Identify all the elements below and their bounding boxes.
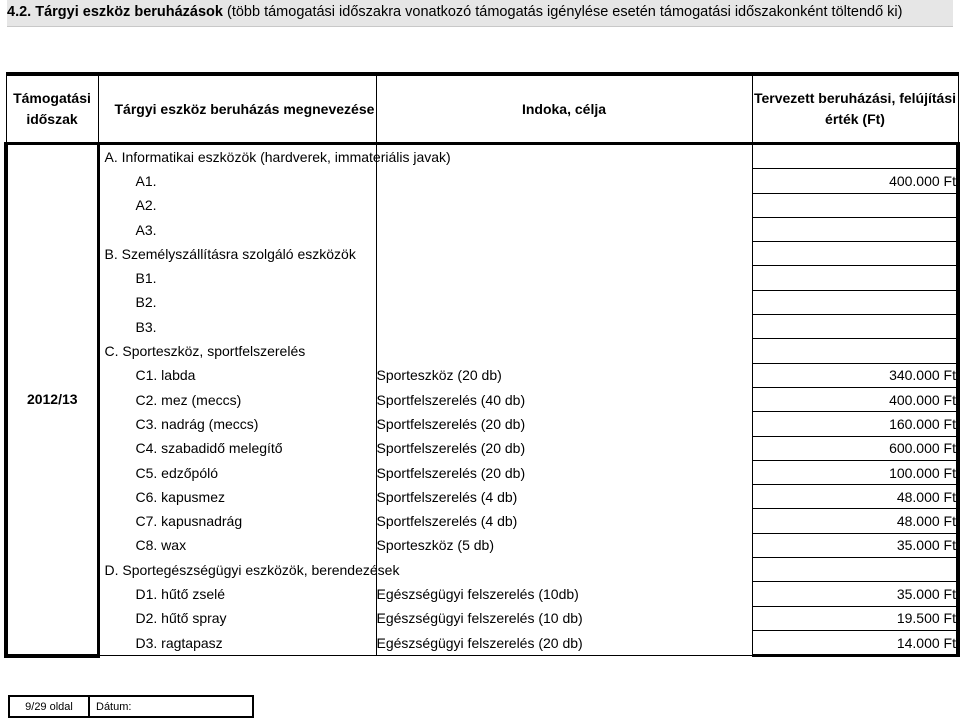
value-cell: 400.000 Ft: [752, 387, 958, 411]
table-row: [6, 509, 958, 533]
value-cell: 14.000 Ft: [752, 630, 958, 655]
header-name: Tárgyi eszköz beruházás megnevezése: [98, 74, 376, 144]
header-value: Tervezett beruházási, felújítási érték (Ft): [752, 74, 958, 144]
investment-table: [4, 72, 960, 658]
item-name: C3. nadrág (meccs): [135, 415, 259, 432]
item-name: D3. ragtapasz: [98, 630, 376, 655]
reason-cell: [376, 315, 752, 339]
value-cell: [752, 558, 958, 582]
reason-cell: Sporteszköz (5 db): [376, 533, 752, 557]
value-cell: 35.000 Ft: [752, 582, 958, 606]
table-row: [6, 436, 958, 460]
item-name: C7. kapusnadrág: [135, 513, 243, 530]
item-name: C6. kapusmez: [135, 488, 225, 505]
table-row: [6, 485, 958, 509]
category-name: B. Személyszállításra szolgáló eszközök: [104, 245, 356, 262]
table-row: [6, 315, 958, 339]
item-name: B2.: [135, 294, 157, 311]
page-number: 9/29 oldal: [9, 696, 89, 717]
category-name: D. Sportegészségügyi eszközök, berendezések: [104, 561, 400, 578]
table-row: [6, 363, 958, 387]
value-cell: 100.000 Ft: [752, 460, 958, 484]
category-name: A. Informatikai eszközök (hardverek, immateriális javak): [104, 148, 451, 165]
table-row: [6, 533, 958, 557]
item-name: D2. hűtő spray: [135, 610, 227, 627]
table-row: [6, 630, 958, 655]
value-cell: [752, 144, 958, 169]
reason-cell: [376, 558, 752, 582]
reason-cell: Sportfelszerelés (40 db): [376, 387, 752, 411]
table-row: [6, 387, 958, 411]
value-cell: 48.000 Ft: [752, 485, 958, 509]
value-cell: [752, 290, 958, 314]
table-row: [6, 460, 958, 484]
value-cell: 35.000 Ft: [752, 533, 958, 557]
header-reason: Indoka, célja: [376, 74, 752, 144]
section-title: Tárgyi eszköz beruházások: [35, 4, 223, 20]
table-row: [6, 144, 958, 169]
reason-cell: [376, 266, 752, 290]
item-name: D1. hűtő zselé: [135, 585, 225, 602]
section-number: 4.2.: [7, 4, 32, 20]
value-cell: [752, 315, 958, 339]
period-cell: 2012/13: [6, 144, 98, 656]
reason-cell: [376, 339, 752, 363]
date-field: Dátum:: [89, 696, 253, 717]
item-name: C5. edzőpóló: [135, 464, 219, 481]
reason-cell: Sportfelszerelés (20 db): [376, 460, 752, 484]
reason-cell: Sportfelszerelés (4 db): [376, 485, 752, 509]
value-cell: 160.000 Ft: [752, 412, 958, 436]
section-heading: [7, 0, 953, 27]
table-row: [6, 217, 958, 241]
table-row: [6, 169, 958, 193]
category-name: C. Sporteszköz, sportfelszerelés: [104, 343, 306, 360]
value-cell: 48.000 Ft: [752, 509, 958, 533]
item-name: A2.: [135, 197, 157, 214]
value-cell: [752, 217, 958, 241]
table-row: [6, 606, 958, 630]
value-cell: [752, 266, 958, 290]
item-name: B3.: [135, 318, 157, 335]
item-name: C8. wax: [135, 537, 187, 554]
table-row: [6, 193, 958, 217]
item-name: C4. szabadidő melegítő: [135, 440, 283, 457]
table-row: [6, 339, 958, 363]
value-cell: 340.000 Ft: [752, 363, 958, 387]
item-name: B1.: [135, 270, 157, 287]
reason-cell: [376, 169, 752, 193]
reason-cell: Sportfelszerelés (4 db): [376, 509, 752, 533]
table-row: [6, 242, 958, 266]
item-name: C1. labda: [135, 367, 196, 384]
reason-cell: Sportfelszerelés (20 db): [376, 412, 752, 436]
reason-cell: Egészségügyi felszerelés (10 db): [376, 606, 752, 630]
value-cell: [752, 339, 958, 363]
header-period: Támogatási időszak: [6, 74, 98, 144]
header-row: [6, 74, 958, 144]
page-footer: [8, 695, 254, 718]
table-row: [6, 582, 958, 606]
item-name: C2. mez (meccs): [135, 391, 242, 408]
value-cell: [752, 193, 958, 217]
reason-cell: [376, 290, 752, 314]
reason-cell: Egészségügyi felszerelés (10db): [376, 582, 752, 606]
reason-cell: [376, 242, 752, 266]
reason-cell: [376, 217, 752, 241]
item-name: A3.: [135, 221, 157, 238]
value-cell: [752, 242, 958, 266]
table-body: [6, 144, 958, 656]
value-cell: 19.500 Ft: [752, 606, 958, 630]
reason-cell: Egészségügyi felszerelés (20 db): [376, 630, 752, 655]
section-subtitle: (több támogatási időszakra vonatkozó támogatás igénylése esetén támogatási időszakonként töltendő ki): [227, 4, 903, 20]
table-row: [6, 290, 958, 314]
reason-cell: Sporteszköz (20 db): [376, 363, 752, 387]
value-cell: 400.000 Ft: [752, 169, 958, 193]
table-row: [6, 412, 958, 436]
reason-cell: [376, 193, 752, 217]
reason-cell: Sportfelszerelés (20 db): [376, 436, 752, 460]
table-row: [6, 266, 958, 290]
item-name: A1.: [135, 172, 157, 189]
value-cell: 600.000 Ft: [752, 436, 958, 460]
table-row: [6, 558, 958, 582]
